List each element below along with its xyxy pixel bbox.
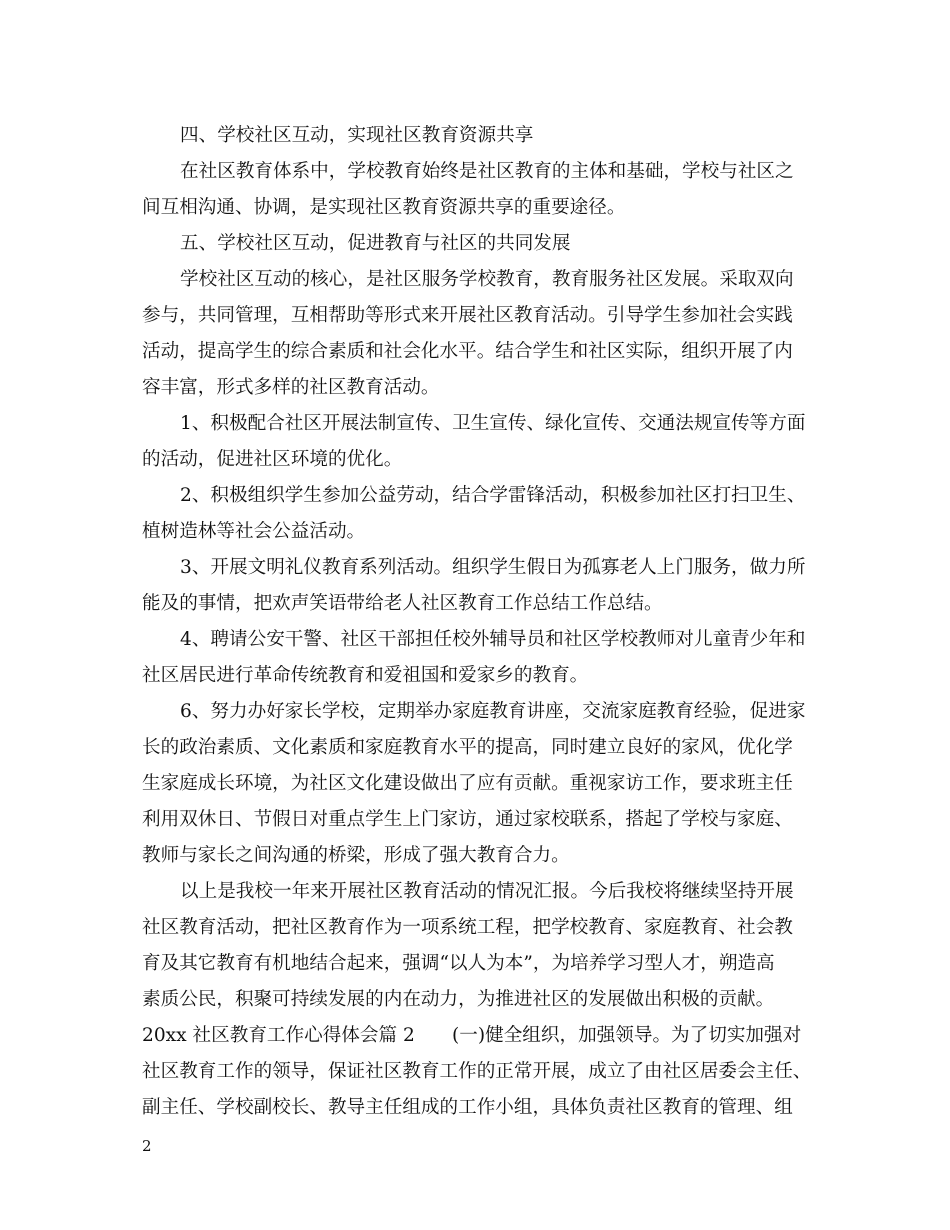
paragraph-line: 的活动，促进社区环境的优化。	[142, 449, 403, 470]
paragraph-line: 参与，共同管理，互相帮助等形式来开展社区教育活动。引导学生参加社会实践	[142, 305, 793, 326]
paragraph-line: 副主任、学校副校长、教导主任组成的工作小组，具体负责社区教育的管理、组	[142, 1097, 793, 1118]
section-title-line: 20xx 社区教育工作心得体会篇 2 (一)健全组织，加强领导。为了切实加强对	[142, 1025, 802, 1046]
paragraph-line: 活动，提高学生的综合素质和社会化水平。结合学生和社区实际，组织开展了内	[142, 341, 793, 362]
section-heading-5: 五、学校社区互动，促进教育与社区的共同发展	[180, 233, 571, 254]
paragraph-line: 育及其它教育有机地结合起来，强调“以人为本”，为培养学习型人才，朔造高	[142, 953, 775, 974]
paragraph-line: 社区教育活动，把社区教育作为一项系统工程，把学校教育、家庭教育、社会教	[142, 917, 793, 938]
paragraph-line: 社区居民进行革命传统教育和爱祖国和爱家乡的教育。	[142, 665, 589, 686]
paragraph-line: 素质公民，积聚可持续发展的内在动力，为推进社区的发展做出积极的贡献。	[142, 989, 775, 1010]
list-item-6: 6、努力办好家长学校，定期举办家庭教育讲座，交流家庭教育经验，促进家	[180, 701, 806, 722]
list-item-2: 2、积极组织学生参加公益劳动，结合学雷锋活动，积极参加社区打扫卫生、	[180, 485, 806, 506]
paragraph-line: 生家庭成长环境，为社区文化建设做出了应有贡献。重视家访工作，要求班主任	[142, 773, 793, 794]
paragraph-line: 间互相沟通、协调，是实现社区教育资源共享的重要途径。	[142, 197, 626, 218]
paragraph-line: 以上是我校一年来开展社区教育活动的情况汇报。今后我校将继续坚持开展	[180, 881, 794, 902]
paragraph-line: 长的政治素质、文化素质和家庭教育水平的提高，同时建立良好的家风，优化学	[142, 737, 793, 758]
paragraph-line: 教师与家长之间沟通的桥梁，形成了强大教育合力。	[142, 845, 570, 866]
list-item-3: 3、开展文明礼仪教育系列活动。组织学生假日为孤寡老人上门服务，做力所	[180, 557, 806, 578]
paragraph-line: 学校社区互动的核心，是社区服务学校教育，教育服务社区发展。采取双向	[180, 269, 794, 290]
paragraph-line: 能及的事情，把欢声笑语带给老人社区教育工作总结工作总结。	[142, 593, 663, 614]
paragraph-line: 容丰富，形式多样的社区教育活动。	[142, 377, 440, 398]
paragraph-line: 植树造林等社会公益活动。	[142, 521, 366, 542]
paragraph-line: 在社区教育体系中，学校教育始终是社区教育的主体和基础，学校与社区之	[180, 161, 794, 182]
paragraph-line: 社区教育工作的领导，保证社区教育工作的正常开展，成立了由社区居委会主任、	[142, 1061, 812, 1082]
list-item-1: 1、积极配合社区开展法制宣传、卫生宣传、绿化宣传、交通法规宣传等方面	[180, 413, 806, 434]
section-heading-4: 四、学校社区互动，实现社区教育资源共享	[180, 125, 534, 146]
paragraph-line: 利用双休日、节假日对重点学生上门家访，通过家校联系，搭起了学校与家庭、	[142, 809, 793, 830]
page-number: 2	[142, 1137, 152, 1155]
document-body	[142, 118, 820, 1126]
list-item-4: 4、聘请公安干警、社区干部担任校外辅导员和社区学校教师对儿童青少年和	[180, 629, 806, 650]
